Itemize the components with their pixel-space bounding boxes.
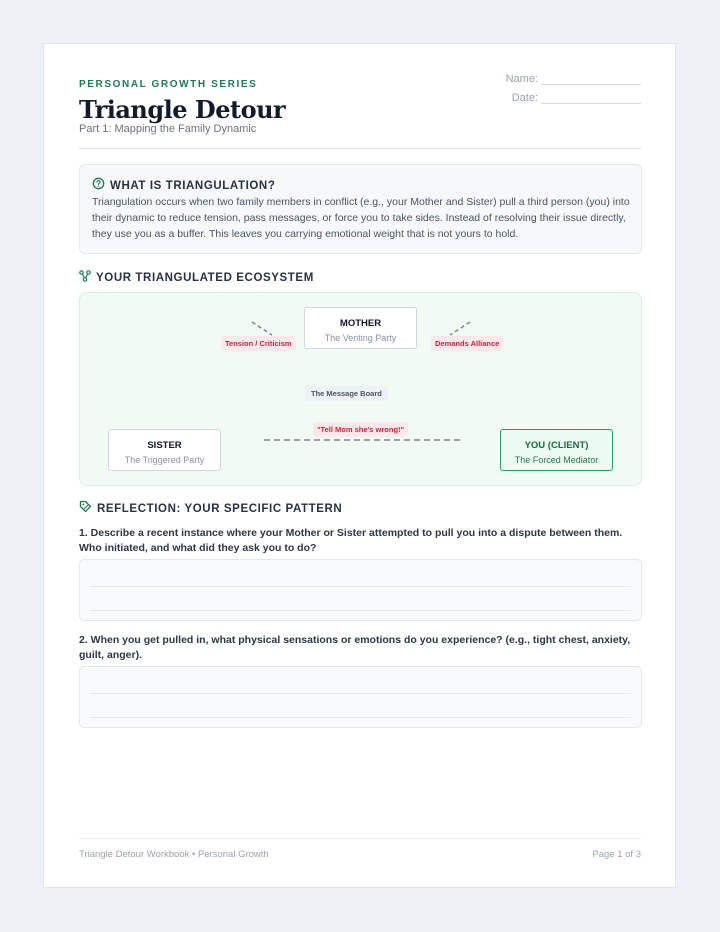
footer-page-number: Page 1 of 3: [592, 849, 641, 860]
ecosystem-heading: [79, 269, 314, 287]
definition-callout: [79, 164, 642, 254]
connector-mother-left: [252, 322, 272, 335]
reflection-title: REFLECTION: YOUR SPECIFIC PATTERN: [97, 503, 343, 515]
node-sister: [108, 429, 221, 471]
answer-line: [90, 586, 631, 587]
tag-demands: Demands Alliance: [431, 336, 503, 351]
callout-title: WHAT IS TRIANGULATION?: [110, 180, 276, 192]
name-field[interactable]: [506, 73, 641, 85]
answer-line: [90, 610, 631, 611]
question-circle-icon: [92, 177, 105, 195]
footer-left: Triangle Detour Workbook • Personal Growth: [79, 849, 269, 860]
date-field[interactable]: [512, 92, 641, 104]
message-board-label: The Message Board: [305, 386, 388, 401]
mother-role: The Venting Party: [324, 333, 397, 343]
network-icon: [79, 269, 91, 287]
header-divider: [79, 148, 641, 149]
page-subtitle: Part 1: Mapping the Family Dynamic: [79, 123, 257, 135]
answer-line: [90, 717, 631, 718]
series-label: PERSONAL GROWTH SERIES: [79, 79, 258, 90]
node-mother: [304, 307, 417, 349]
sister-name: SISTER: [147, 440, 182, 451]
question-1: 1. Describe a recent instance where your Mother or Sister attempted to pull you into a dispute between them. Who initiated, and what did they ask you to do?: [79, 527, 623, 554]
reflection-heading: [79, 500, 342, 518]
you-role: The Forced Mediator: [514, 455, 599, 465]
sister-role: The Triggered Party: [124, 455, 205, 465]
tag-icon: [79, 500, 92, 518]
answer-box-1[interactable]: [79, 559, 642, 621]
answer-box-2[interactable]: [79, 666, 642, 728]
triangulation-diagram: [79, 292, 642, 486]
date-line[interactable]: [541, 92, 641, 104]
name-line[interactable]: [541, 73, 641, 85]
worksheet-page: [43, 43, 676, 888]
date-label: Date:: [511, 92, 538, 104]
callout-body: Triangulation occurs when two family members in conflict (e.g., your Mother and Sister) pull a third person (you) into their dynamic to reduce tension, pass messages, or force you to take sides. Instead of resolving their issue directly, they use you as a buffer. This leaves you carrying emotional weight that is not yours to hold.: [92, 196, 630, 240]
you-name: YOU (CLIENT): [524, 440, 589, 451]
connector-mother-right: [450, 322, 470, 335]
page-title: Triangle Detour: [79, 95, 286, 124]
tag-tension: Tension / Criticism: [221, 336, 296, 351]
message-tag: "Tell Mom she's wrong!": [313, 422, 408, 437]
answer-line: [90, 693, 631, 694]
ecosystem-title: YOUR TRIANGULATED ECOSYSTEM: [96, 272, 314, 284]
callout-header: [92, 177, 275, 195]
name-label: Name:: [505, 73, 538, 85]
question-2: 2. When you get pulled in, what physical sensations or emotions do you experience? (e.g., tight chest, anxiety, guilt, anger).: [79, 634, 631, 661]
mother-name: MOTHER: [339, 318, 382, 329]
footer-divider: [79, 838, 641, 839]
node-you: [500, 429, 613, 471]
